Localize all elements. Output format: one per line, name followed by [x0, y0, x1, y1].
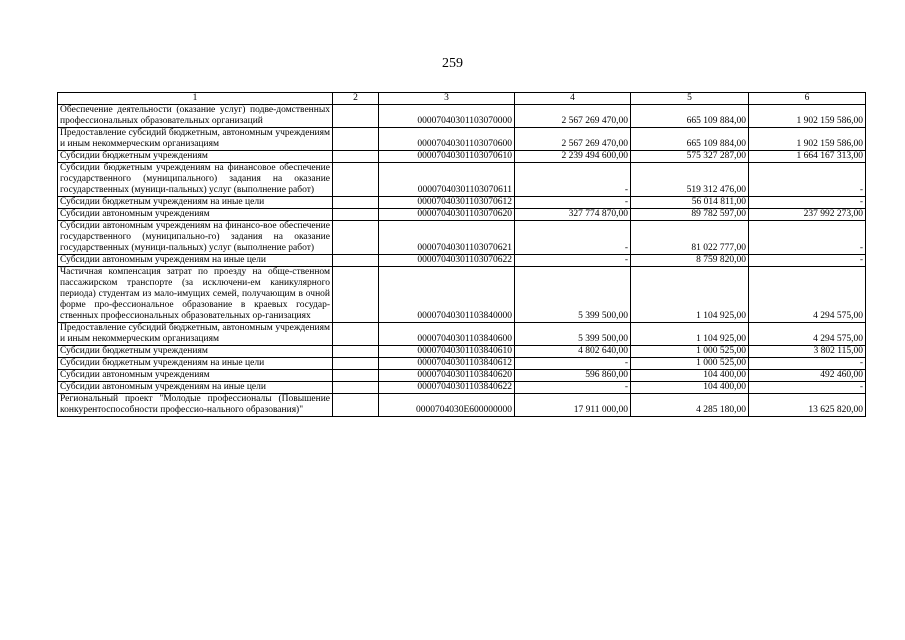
row-col2-cell: [333, 382, 379, 394]
row-value5-cell: 8 759 820,00: [631, 255, 749, 267]
table-row: [58, 128, 866, 151]
row-code-cell: 00007040301103070622: [379, 255, 515, 267]
table-row: [58, 370, 866, 382]
row-value5-cell: 1 000 525,00: [631, 358, 749, 370]
table-body: [58, 105, 866, 417]
row-value5-cell: 665 109 884,00: [631, 128, 749, 151]
row-value4-cell: -: [515, 197, 631, 209]
row-value6-cell: 237 992 273,00: [749, 209, 866, 221]
row-col2-cell: [333, 128, 379, 151]
row-value5-cell: 665 109 884,00: [631, 105, 749, 128]
row-code-cell: 00007040301103070612: [379, 197, 515, 209]
row-name-cell: Субсидии бюджетным учреждениям: [58, 151, 333, 163]
row-value6-cell: -: [749, 358, 866, 370]
row-value4-cell: -: [515, 382, 631, 394]
row-value6-cell: -: [749, 163, 866, 197]
row-value6-cell: 1 902 159 586,00: [749, 128, 866, 151]
row-col2-cell: [333, 105, 379, 128]
row-col2-cell: [333, 323, 379, 346]
row-code-cell: 00007040301103070610: [379, 151, 515, 163]
table-row: [58, 267, 866, 323]
row-name-cell: Субсидии автономным учреждениям: [58, 209, 333, 221]
row-value5-cell: 1 000 525,00: [631, 346, 749, 358]
row-name-cell: Субсидии бюджетным учреждениям: [58, 346, 333, 358]
row-name-cell: Субсидии бюджетным учреждениям на финансовое обеспечение государственного (муниципального) задания на оказание государственных (муници-пальных) услуг (выполнение работ): [58, 163, 333, 197]
column-header-4: 4: [515, 93, 631, 105]
row-code-cell: 00007040301103840600: [379, 323, 515, 346]
row-value5-cell: 89 782 597,00: [631, 209, 749, 221]
row-col2-cell: [333, 151, 379, 163]
budget-table: [57, 92, 866, 417]
table-row: [58, 323, 866, 346]
row-value4-cell: 327 774 870,00: [515, 209, 631, 221]
row-value4-cell: 4 802 640,00: [515, 346, 631, 358]
row-value4-cell: -: [515, 255, 631, 267]
row-value4-cell: -: [515, 221, 631, 255]
row-value6-cell: -: [749, 197, 866, 209]
row-name-cell: Субсидии автономным учреждениям на иные цели: [58, 382, 333, 394]
row-col2-cell: [333, 358, 379, 370]
table-row: [58, 221, 866, 255]
row-value5-cell: 575 327 287,00: [631, 151, 749, 163]
row-code-cell: 00007040301103070620: [379, 209, 515, 221]
row-value5-cell: 81 022 777,00: [631, 221, 749, 255]
row-name-cell: Предоставление субсидий бюджетным, автономным учреждениям и иным некоммерческим организациям: [58, 323, 333, 346]
table-row: [58, 197, 866, 209]
row-col2-cell: [333, 163, 379, 197]
row-value6-cell: 4 294 575,00: [749, 267, 866, 323]
row-name-cell: Субсидии автономным учреждениям на иные цели: [58, 255, 333, 267]
row-col2-cell: [333, 346, 379, 358]
table-header-row: [58, 93, 866, 105]
column-header-6: 6: [749, 93, 866, 105]
row-value4-cell: -: [515, 163, 631, 197]
row-name-cell: Региональный проект "Молодые профессионалы (Повышение конкурентоспособности профессио-нального образования)": [58, 394, 333, 417]
table-row: [58, 105, 866, 128]
row-value4-cell: -: [515, 358, 631, 370]
row-code-cell: 00007040301103070000: [379, 105, 515, 128]
row-code-cell: 00007040301103070621: [379, 221, 515, 255]
column-header-3: 3: [379, 93, 515, 105]
row-col2-cell: [333, 370, 379, 382]
row-value6-cell: 13 625 820,00: [749, 394, 866, 417]
row-code-cell: 00007040301103840610: [379, 346, 515, 358]
row-name-cell: Субсидии автономным учреждениям на финансо-вое обеспечение государственного (муниципально-го) задания на оказание государственных (муници-пальных) услуг (выполнение работ): [58, 221, 333, 255]
row-value4-cell: 17 911 000,00: [515, 394, 631, 417]
row-value6-cell: 1 902 159 586,00: [749, 105, 866, 128]
row-code-cell: 00007040301103840000: [379, 267, 515, 323]
row-value5-cell: 1 104 925,00: [631, 323, 749, 346]
row-value5-cell: 4 285 180,00: [631, 394, 749, 417]
row-value5-cell: 56 014 811,00: [631, 197, 749, 209]
row-name-cell: Предоставление субсидий бюджетным, автономным учреждениям и иным некоммерческим организациям: [58, 128, 333, 151]
row-code-cell: 00007040301103840612: [379, 358, 515, 370]
row-code-cell: 00007040301103840620: [379, 370, 515, 382]
row-value4-cell: 2 567 269 470,00: [515, 128, 631, 151]
row-value6-cell: 3 802 115,00: [749, 346, 866, 358]
table-row: [58, 209, 866, 221]
table-row: [58, 151, 866, 163]
column-header-1: 1: [58, 93, 333, 105]
row-name-cell: Субсидии бюджетным учреждениям на иные цели: [58, 358, 333, 370]
row-value5-cell: 104 400,00: [631, 370, 749, 382]
row-value4-cell: 2 239 494 600,00: [515, 151, 631, 163]
row-value6-cell: -: [749, 221, 866, 255]
row-value6-cell: -: [749, 382, 866, 394]
row-value4-cell: 596 860,00: [515, 370, 631, 382]
row-col2-cell: [333, 221, 379, 255]
row-value5-cell: 104 400,00: [631, 382, 749, 394]
column-header-5: 5: [631, 93, 749, 105]
row-col2-cell: [333, 255, 379, 267]
page-number: 259: [442, 56, 463, 71]
row-code-cell: 00007040301103070600: [379, 128, 515, 151]
table-row: [58, 346, 866, 358]
column-header-2: 2: [333, 93, 379, 105]
table-row: [58, 255, 866, 267]
row-code-cell: 00007040301103070611: [379, 163, 515, 197]
row-value4-cell: 5 399 500,00: [515, 323, 631, 346]
row-value6-cell: 492 460,00: [749, 370, 866, 382]
row-value5-cell: 1 104 925,00: [631, 267, 749, 323]
row-col2-cell: [333, 209, 379, 221]
row-value4-cell: 5 399 500,00: [515, 267, 631, 323]
row-name-cell: Субсидии автономным учреждениям: [58, 370, 333, 382]
row-code-cell: 00007040301103840622: [379, 382, 515, 394]
row-name-cell: Субсидии бюджетным учреждениям на иные цели: [58, 197, 333, 209]
table-row: [58, 358, 866, 370]
table-row: [58, 163, 866, 197]
table-row: [58, 394, 866, 417]
row-value4-cell: 2 567 269 470,00: [515, 105, 631, 128]
table-row: [58, 382, 866, 394]
row-value6-cell: 1 664 167 313,00: [749, 151, 866, 163]
row-code-cell: 0000704030E600000000: [379, 394, 515, 417]
row-col2-cell: [333, 267, 379, 323]
row-name-cell: Обеспечение деятельности (оказание услуг) подве-домственных профессиональных образовательных организаций: [58, 105, 333, 128]
row-value5-cell: 519 312 476,00: [631, 163, 749, 197]
row-col2-cell: [333, 197, 379, 209]
row-value6-cell: 4 294 575,00: [749, 323, 866, 346]
row-value6-cell: -: [749, 255, 866, 267]
row-name-cell: Частичная компенсация затрат по проезду на обще-ственном пассажирском транспорте (за исключени-ем каникулярного периода) студентам из мало-имущих семей, получающим в очной форме про-фессиональное образование в краевых государ-ственных профессиональных образовательных ор-ганизациях: [58, 267, 333, 323]
row-col2-cell: [333, 394, 379, 417]
